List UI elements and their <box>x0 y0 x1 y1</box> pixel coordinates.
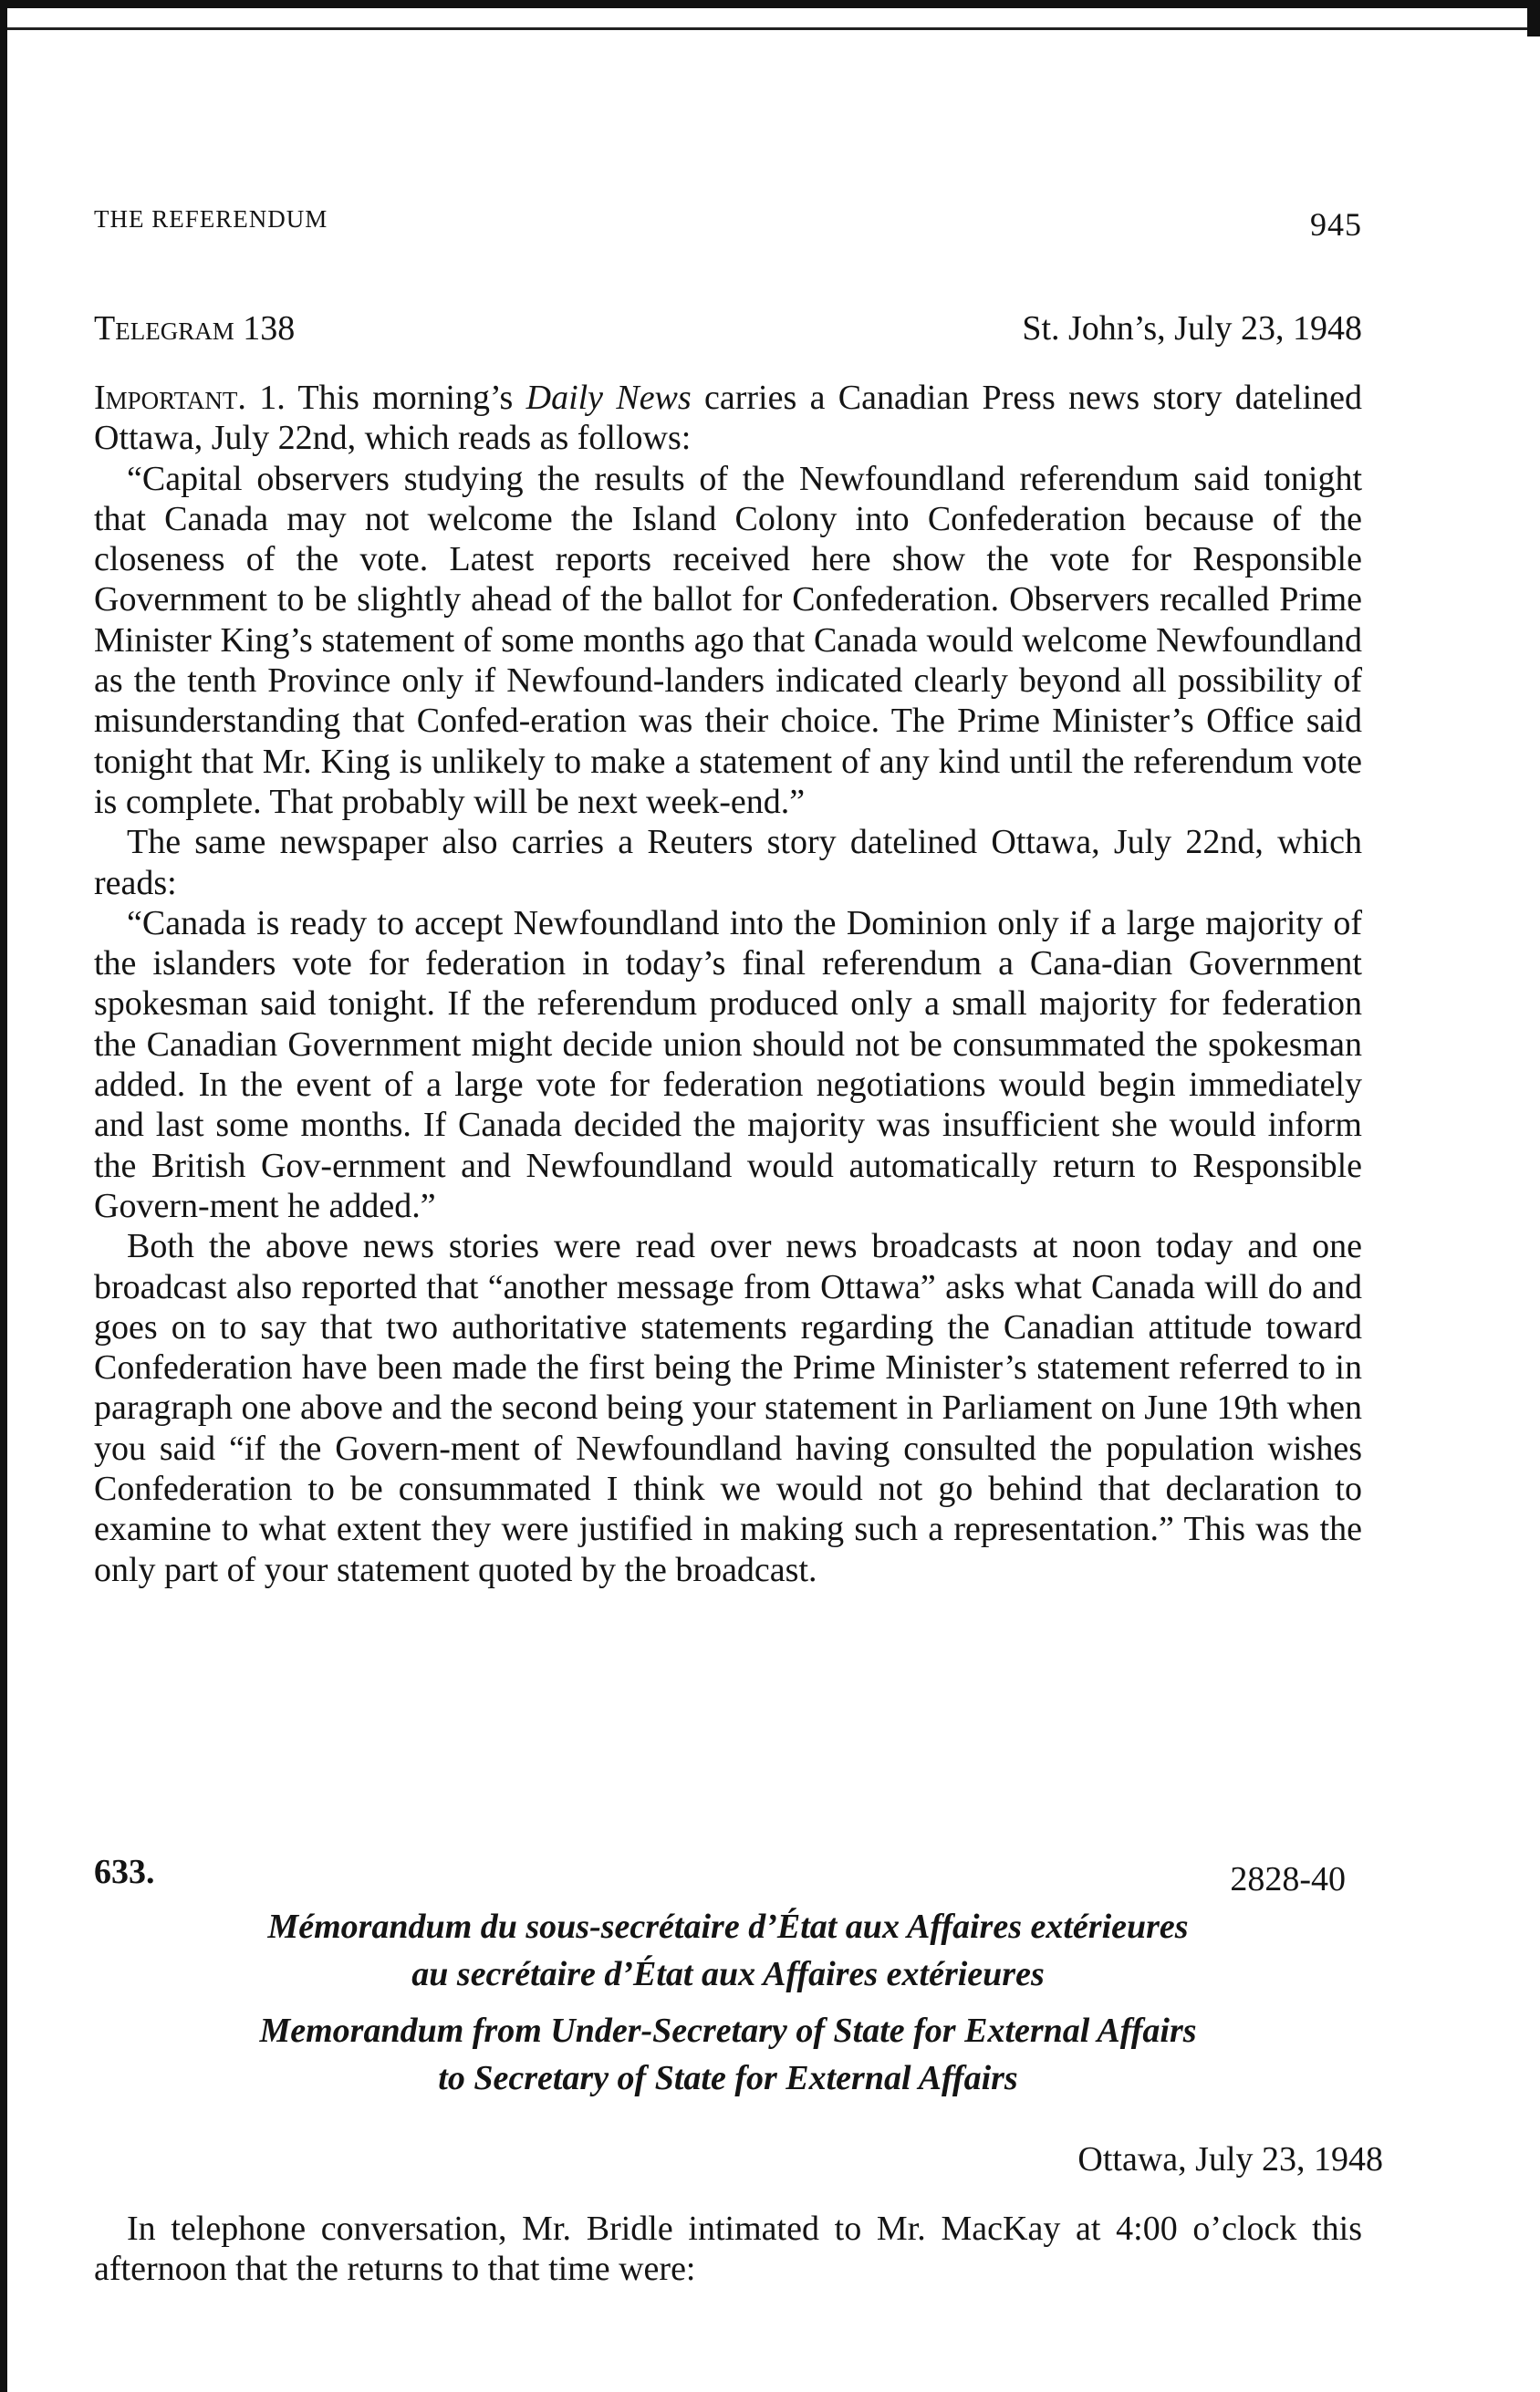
reuters-intro-paragraph: The same newspaper also carries a Reuters story datelined Ottawa, July 22nd, which reads: <box>94 823 1362 902</box>
document-title-english <box>94 2007 1362 2102</box>
telegram-place-date: St. John’s, July 23, 1948 <box>1022 309 1362 348</box>
page-scan-top-rule <box>0 27 1540 30</box>
telegram-body <box>94 378 1362 1590</box>
document-number: 633. <box>94 1853 155 1891</box>
page-number: 945 <box>1310 206 1362 243</box>
memorandum-body <box>94 2209 1362 2290</box>
page-scan-corner-mark <box>1527 0 1540 36</box>
page-scan-top-edge <box>0 0 1540 8</box>
important-label: Important. <box>94 379 246 417</box>
telegram-lead-paragraph <box>94 378 1362 459</box>
lead-text-b: carries a Canadian Press news story datelined Ottawa, July 22nd, which reads as follows: <box>94 379 1363 458</box>
memorandum-place-date: Ottawa, July 23, 1948 <box>1077 2140 1383 2179</box>
paragraph-number: 1. <box>259 379 286 417</box>
document-title-french <box>94 1903 1362 1998</box>
telegram-label: Telegram 138 <box>94 309 296 348</box>
reuters-quote: “Canada is ready to accept Newfoundland into the Dominion only if a large majority of the islanders vote for federation in today’s final referendum a Cana-dian Government spokesman said tonight. If the referendum produced only a small majority for federation the Canadian Government might decide union should not be consummated the spokesman added. In the event of a large vote for federation negotiations would begin immediately and last some months. If Canada decided the majority was insufficient she would inform the British Gov-ernment and Newfoundland would automatically return to Responsible Govern-ment he added.” <box>94 903 1362 1225</box>
newspaper-title: Daily News <box>525 379 692 417</box>
canadian-press-quote: “Capital observers studying the results of the Newfoundland referendum said tonight that Canada may not welcome the Island Colony into Confederation because of the closeness of the vote. Latest reports received here show the vote for Responsible Government to be slightly ahead of the ballot for Confederation. Observers recalled Prime Minister King’s statement of some months ago that Canada would welcome Newfoundland as the tenth Province only if Newfound-landers indicated clearly beyond all possibility of misunderstanding that Confed-eration was their choice. The Prime Minister’s Office said tonight that Mr. King is unlikely to make a statement of any kind until the referendum vote is complete. That probably will be next week-end.” <box>94 459 1362 821</box>
title-french-line-2: au secrétaire d’État aux Affaires extérieures <box>411 1955 1045 1993</box>
memorandum-paragraph: In telephone conversation, Mr. Bridle intimated to Mr. MacKay at 4:00 o’clock this afternoon that the returns to that time were: <box>94 2210 1362 2289</box>
lead-text-a: This morning’s <box>297 379 514 417</box>
file-reference: 2828-40 <box>1230 1860 1346 1898</box>
title-english-line-2: to Secretary of State for External Affairs <box>438 2059 1018 2097</box>
running-header-title: THE REFERENDUM <box>94 205 328 233</box>
title-french-line-1: Mémorandum du sous-secrétaire d’État aux Affaires extérieures <box>267 1908 1189 1946</box>
page-scan-left-edge <box>0 0 7 2392</box>
broadcast-paragraph: Both the above news stories were read over news broadcasts at noon today and one broadcast also reported that “another message from Ottawa” asks what Canada will do and goes on to say that two authoritative statements regarding the Canadian attitude toward Confederation have been made the first being the Prime Minister’s statement referred to in paragraph one above and the second being your statement in Parliament on June 19th when you said “if the Govern-ment of Newfoundland having consulted the population wishes Confederation to be consummated I think we would not go behind that declaration to examine to what extent they were justified in making such a representation.” This was the only part of your statement quoted by the broadcast. <box>94 1227 1362 1589</box>
title-english-line-1: Memorandum from Under-Secretary of State for External Affairs <box>259 2012 1197 2050</box>
